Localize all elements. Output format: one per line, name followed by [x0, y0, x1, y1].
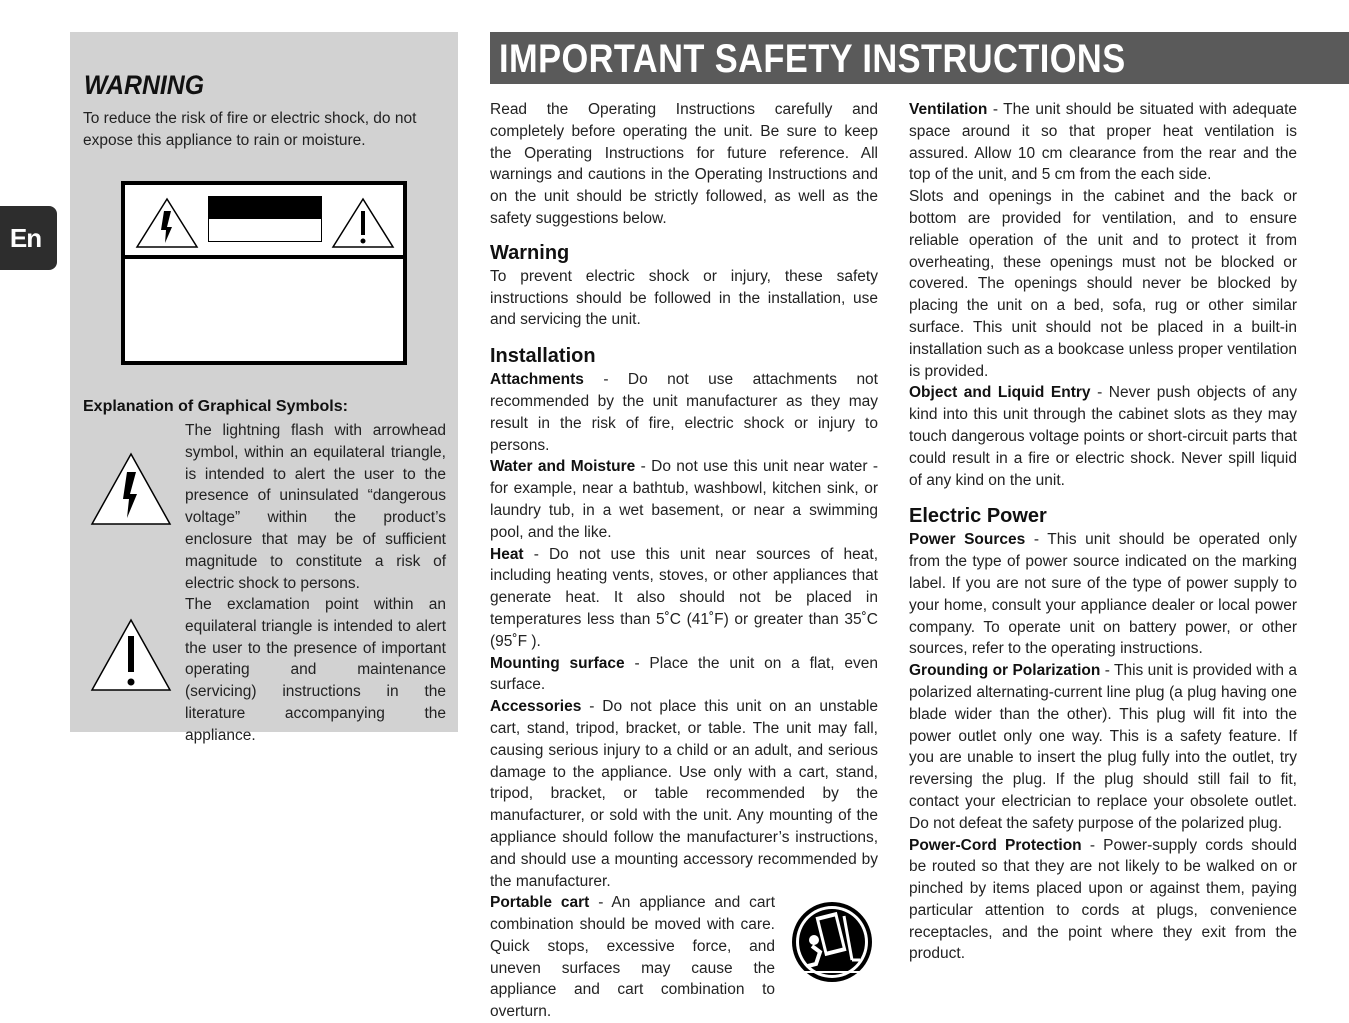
warning-paragraph: To prevent electric shock or injury, these safety instructions should be followed in the installation, use and servicing the unit.	[490, 267, 878, 329]
warning-text: To reduce the risk of fire or electric shock, do not expose this appliance to rain or moisture.	[83, 110, 417, 149]
mounting-label: Mounting surface	[490, 654, 625, 672]
exclamation-triangle-icon	[90, 618, 172, 692]
object-text: - Never push objects of any kind into this unit through the cabinet slots as they may touch dangerous voltage points or short-circuit parts that could result in a fire or electric shock. Never spill liquid of any kind on the unit.	[909, 384, 1297, 489]
language-tab: En	[0, 206, 57, 270]
attachments-paragraph	[490, 369, 878, 456]
accessories-label: Accessories	[490, 698, 582, 716]
heat-text: - Do not use this unit near sources of heat, including heating vents, stoves, or other appliances that generate heat. It also should not be placed in temperatures less than 5˚C (41˚F) or greater than 35˚C (95˚F ).	[490, 545, 878, 650]
slots-paragraph: Slots and openings in the cabinet and the back or bottom are provided for ventilation, and to ensure reliable operation of the unit and to protect it from overheating, these openings must not be blocked or covered. The openings should never be blocked by placing the unit on a bed, sofa, rug or other similar surface. This unit should not be placed in a built-in installation such as a bookcase unless proper ventilation is provided.	[909, 188, 1297, 380]
water-text: - Do not use this unit near water - for example, near a bathtub, washbowl, kitchen sink, or laundry tub, in a wet basement, or near a swimming pool, and the like.	[490, 458, 879, 541]
heat-paragraph	[490, 544, 878, 653]
ventilation-paragraph	[909, 99, 1297, 186]
water-label: Water and Moisture	[490, 458, 636, 476]
grounding-paragraph	[909, 660, 1297, 834]
cord-paragraph	[909, 835, 1297, 966]
lightning-triangle-icon	[135, 197, 199, 249]
grounding-label: Grounding or Polarization	[909, 662, 1101, 680]
mounting-text: - Place the unit on a flat, even surface.	[490, 654, 878, 694]
page-title: IMPORTANT SAFETY INSTRUCTIONS	[499, 37, 1126, 81]
electric-power-heading: Electric Power	[909, 505, 1047, 528]
cord-label: Power-Cord Protection	[909, 836, 1082, 854]
cart-paragraph	[490, 892, 775, 1023]
object-paragraph	[909, 382, 1297, 491]
exclamation-triangle-icon	[331, 197, 395, 249]
sources-paragraph	[909, 529, 1297, 660]
ventilation-label: Ventilation	[909, 101, 988, 118]
caution-label-graphic	[121, 181, 407, 365]
caution-label-bar	[208, 196, 322, 242]
lightning-symbol-description: The lightning flash with arrowhead symbol, within an equilateral triangle, is intended to alert the user to the presence of uninsulated “dangerous voltage” within the product’s enclosure that may be of sufficient magnitude to constitute a risk of electric shock to persons.	[185, 422, 446, 592]
cart-label: Portable cart	[490, 894, 590, 912]
attachments-text: - Do not use attachments not recommended by the unit manufacturer as they may result in the risk of fire, electric shock or injury to persons.	[490, 371, 878, 454]
portable-cart-section	[490, 892, 878, 1023]
object-label: Object and Liquid Entry	[909, 384, 1091, 402]
instructions-column-right	[909, 99, 1297, 965]
lightning-triangle-icon	[90, 452, 172, 526]
heat-label: Heat	[490, 545, 524, 563]
warning-panel	[70, 32, 458, 744]
cart-tip-over-icon	[790, 900, 874, 984]
warning-heading: Warning	[490, 241, 570, 264]
caution-label-header	[125, 185, 403, 259]
exclamation-symbol-description: The exclamation point within an equilateral triangle is intended to alert the user to the presence of important operating and maintenance (servicing) instructions in the literature accompanying the appliance.	[185, 596, 446, 744]
accessories-text: - Do not place this unit on an unstable cart, stand, tripod, bracket, or table. The unit may fall, causing serious injury to a child or an adult, and serious damage to the appliance. Use only with a cart, stand, tripod, bracket, or table recommended by the manufacturer, or sold with the unit. Any mounting of the appliance should follow the manufacturer’s instructions, and should use a mounting accessory recommended by the manufacturer.	[490, 698, 878, 890]
intro-paragraph: Read the Operating Instructions carefully and completely before operating the unit. Be sure to keep the Operating Instructions for future reference. All warnings and cautions in the Operating Instructions and on the unit should be strictly followed, as well as the safety suggestions below.	[490, 101, 878, 227]
installation-heading: Installation	[490, 345, 596, 368]
ventilation-text: - The unit should be situated with adequate space around it so that proper heat ventilation is assured. Allow 10 cm clearance from the rear and the top of the unit, and 5 cm from the each side.	[909, 101, 1297, 184]
attachments-label: Attachments	[490, 371, 584, 389]
page-header	[490, 32, 1349, 84]
sources-text: - This unit should be operated only from the type of power source indicated on the marking label. If you are not sure of the type of power supply to your home, consult your appliance dealer or local power company. To operate unit on battery power, or other sources, refer to the operating instructions.	[909, 531, 1297, 658]
water-paragraph	[490, 456, 878, 543]
grounding-text: - This unit is provided with a polarized alternating-current line plug (a plug having one blade wider than the other). This plug will fit into the power outlet only one way. This is a safety feature. If you are unable to insert the plug fully into the outlet, try reversing the plug. If the plug should still fail to fit, contact your electrician to replace your obsolete outlet. Do not defeat the safety purpose of the polarized plug.	[909, 662, 1297, 832]
cart-text: - An appliance and cart combination should be moved with care. Quick stops, excessive force, and uneven surfaces may cause the appliance and cart combination to overturn.	[490, 894, 775, 1021]
warning-title: WARNING	[84, 70, 205, 100]
mounting-paragraph	[490, 653, 878, 697]
instructions-column-left	[490, 99, 878, 1023]
sources-label: Power Sources	[909, 531, 1026, 549]
symbols-explanation-title: Explanation of Graphical Symbols:	[83, 398, 348, 415]
cord-text: - Power-supply cords should be routed so that they are not likely to be walked on or pinched by items placed upon or against them, paying particular attention to cords at plugs, convenience receptacles, and the point where they exit from the product.	[909, 836, 1297, 963]
accessories-paragraph	[490, 696, 878, 892]
